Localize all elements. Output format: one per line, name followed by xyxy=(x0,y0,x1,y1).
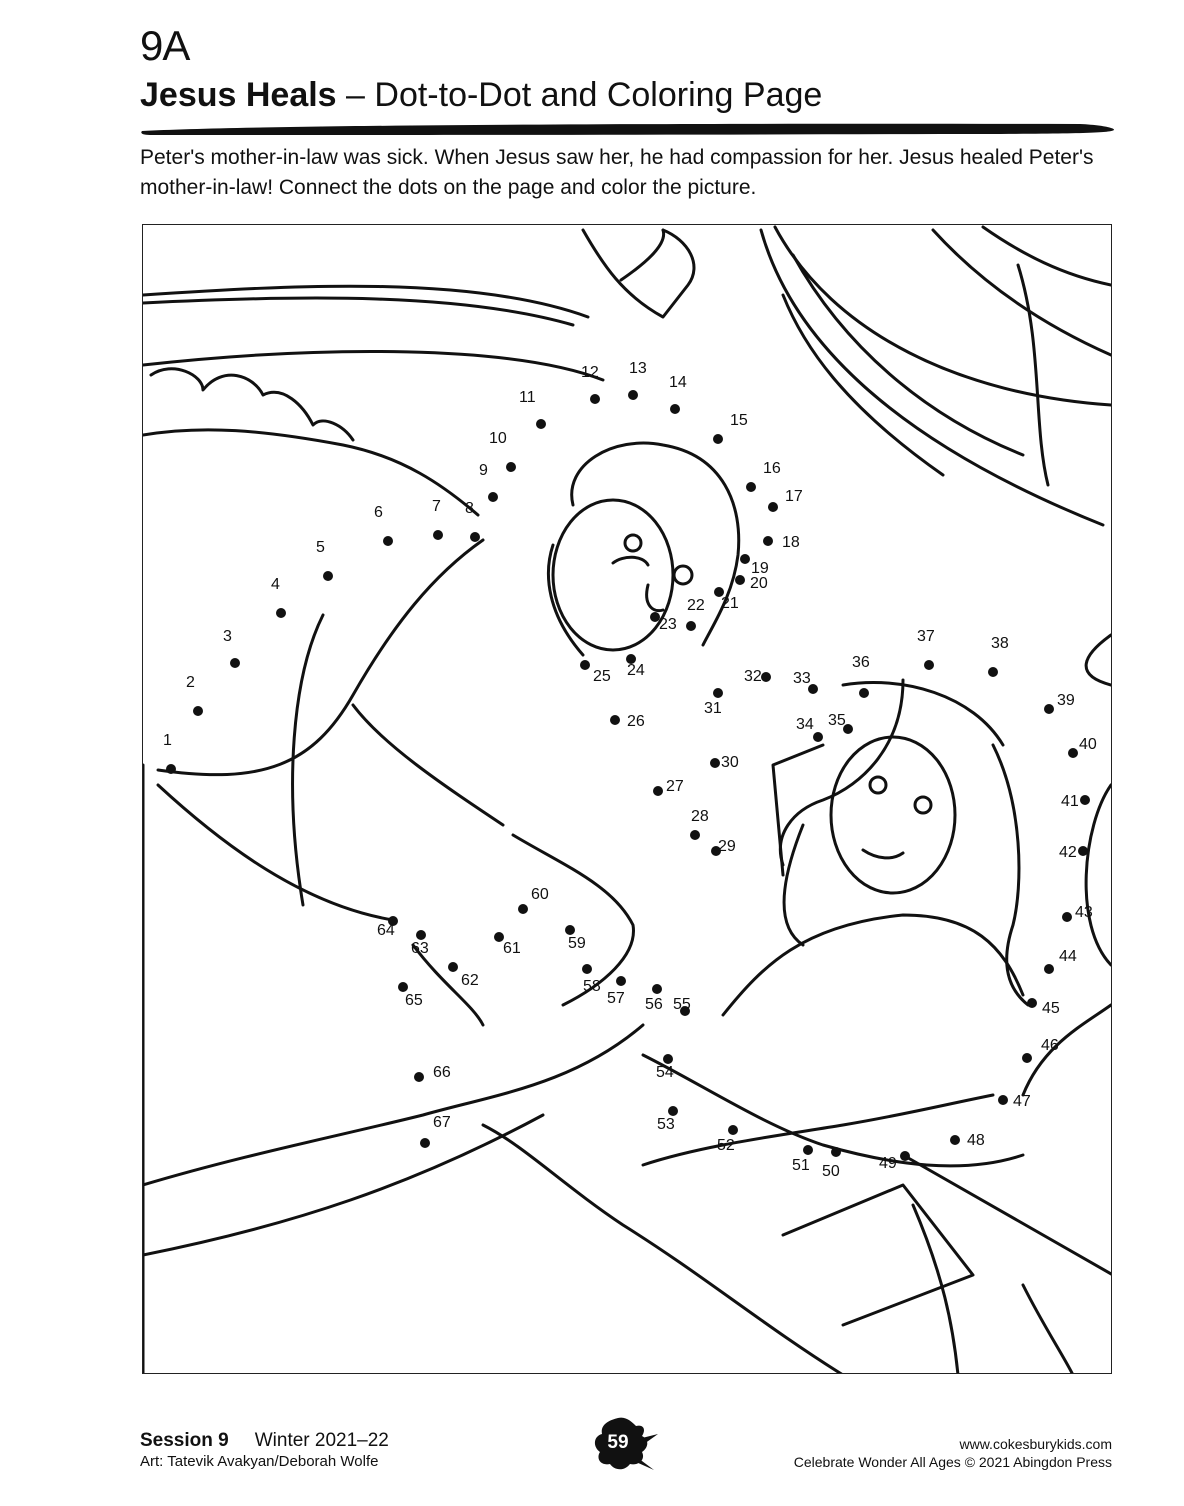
dot-14 xyxy=(670,404,680,414)
dot-label-61: 61 xyxy=(503,940,521,957)
dot-12 xyxy=(590,394,600,404)
dot-5 xyxy=(323,571,333,581)
blanket-top xyxy=(723,915,1023,1015)
dot-label-35: 35 xyxy=(828,712,846,729)
dot-6 xyxy=(383,536,393,546)
dot-label-56: 56 xyxy=(645,996,663,1013)
page-number: 59 xyxy=(607,1432,629,1453)
dot-17 xyxy=(768,502,778,512)
dot-label-1: 1 xyxy=(163,732,172,749)
dot-59 xyxy=(565,925,575,935)
dot-label-55: 55 xyxy=(673,996,691,1013)
dot-42 xyxy=(1078,846,1088,856)
dot-label-7: 7 xyxy=(432,498,441,515)
dot-54 xyxy=(663,1054,673,1064)
dot-26 xyxy=(610,715,620,725)
dot-51 xyxy=(803,1145,813,1155)
dot-15 xyxy=(713,434,723,444)
dot-label-21: 21 xyxy=(721,595,739,612)
dot-label-14: 14 xyxy=(669,374,687,391)
dot-label-65: 65 xyxy=(405,992,423,1009)
dot-label-32: 32 xyxy=(744,668,762,685)
dot-19 xyxy=(740,554,750,564)
dot-label-8: 8 xyxy=(465,500,474,517)
dot-label-44: 44 xyxy=(1059,948,1077,965)
dot-label-38: 38 xyxy=(991,635,1009,652)
dot-43 xyxy=(1062,912,1072,922)
dot-53 xyxy=(668,1106,678,1116)
dot-18 xyxy=(763,536,773,546)
dot-label-22: 22 xyxy=(687,597,705,614)
dot-1 xyxy=(166,764,176,774)
dot-label-9: 9 xyxy=(479,462,488,479)
dot-28 xyxy=(690,830,700,840)
dot-66 xyxy=(414,1072,424,1082)
dot-label-66: 66 xyxy=(433,1064,451,1081)
dot-label-20: 20 xyxy=(750,575,768,592)
dot-2 xyxy=(193,706,203,716)
dot-label-54: 54 xyxy=(656,1064,674,1081)
dot-label-13: 13 xyxy=(629,360,647,377)
dot-37 xyxy=(924,660,934,670)
dot-label-42: 42 xyxy=(1059,844,1077,861)
dot-label-45: 45 xyxy=(1042,1000,1060,1017)
dot-label-16: 16 xyxy=(763,460,781,477)
dot-22 xyxy=(686,621,696,631)
dot-20 xyxy=(735,575,745,585)
dot-label-47: 47 xyxy=(1013,1093,1031,1110)
jesus-eye-right xyxy=(674,566,692,584)
jesus-arm xyxy=(143,1025,643,1185)
woman-eye-right xyxy=(915,797,931,813)
dot-label-49: 49 xyxy=(879,1155,897,1172)
dot-50 xyxy=(831,1147,841,1157)
dot-label-31: 31 xyxy=(704,700,722,717)
dot-label-57: 57 xyxy=(607,990,625,1007)
dot-label-5: 5 xyxy=(316,539,325,556)
dot-label-46: 46 xyxy=(1041,1037,1059,1054)
dot-8 xyxy=(470,532,480,542)
dot-45 xyxy=(1027,998,1037,1008)
dot-label-64: 64 xyxy=(377,922,395,939)
dot-label-19: 19 xyxy=(751,560,769,577)
dot-label-6: 6 xyxy=(374,504,383,521)
dot-label-29: 29 xyxy=(718,838,736,855)
dot-34 xyxy=(813,732,823,742)
dot-label-58: 58 xyxy=(583,978,601,995)
coloring-artwork xyxy=(143,225,1112,1374)
dot-49 xyxy=(900,1151,910,1161)
jesus-face xyxy=(553,500,673,650)
dot-4 xyxy=(276,608,286,618)
cloud-outline xyxy=(143,430,478,515)
dot-11 xyxy=(536,419,546,429)
pillow xyxy=(773,745,823,875)
drape-curve xyxy=(761,230,1103,525)
footer-copyright: Celebrate Wonder All Ages © 2021 Abingdon Press xyxy=(793,1454,1112,1470)
dot-32 xyxy=(761,672,771,682)
dot-46 xyxy=(1022,1053,1032,1063)
dot-label-17: 17 xyxy=(785,488,803,505)
dot-to-dot-points xyxy=(163,360,1097,1180)
dot-label-23: 23 xyxy=(659,616,677,633)
dot-25 xyxy=(580,660,590,670)
dot-47 xyxy=(998,1095,1008,1105)
dot-label-67: 67 xyxy=(433,1114,451,1131)
coloring-frame xyxy=(142,224,1112,1374)
dot-65 xyxy=(398,982,408,992)
dot-39 xyxy=(1044,704,1054,714)
brush-divider xyxy=(140,122,1116,136)
footer-art-credit: Art: Tatevik Avakyan/Deborah Wolfe xyxy=(140,1453,379,1470)
footer-session: Session 9 xyxy=(140,1430,229,1451)
dot-label-52: 52 xyxy=(717,1137,735,1154)
dot-38 xyxy=(988,667,998,677)
title-rest: – Dot-to-Dot and Coloring Page xyxy=(336,76,823,114)
dot-7 xyxy=(433,530,443,540)
dot-label-15: 15 xyxy=(730,412,748,429)
dot-30 xyxy=(710,758,720,768)
dot-40 xyxy=(1068,748,1078,758)
dot-label-41: 41 xyxy=(1061,793,1079,810)
dot-41 xyxy=(1080,795,1090,805)
dot-label-28: 28 xyxy=(691,808,709,825)
dot-label-30: 30 xyxy=(721,754,739,771)
jesus-eye-left xyxy=(625,535,641,551)
dot-label-26: 26 xyxy=(627,713,645,730)
dot-label-50: 50 xyxy=(822,1163,840,1180)
dot-label-34: 34 xyxy=(796,716,814,733)
dot-36 xyxy=(859,688,869,698)
dot-3 xyxy=(230,658,240,668)
dot-label-62: 62 xyxy=(461,972,479,989)
dot-58 xyxy=(582,964,592,974)
dot-16 xyxy=(746,482,756,492)
dot-label-53: 53 xyxy=(657,1116,675,1133)
dot-44 xyxy=(1044,964,1054,974)
dot-label-48: 48 xyxy=(967,1132,985,1149)
dot-62 xyxy=(448,962,458,972)
page-number-badge xyxy=(592,1414,662,1474)
dot-label-37: 37 xyxy=(917,628,935,645)
dot-63 xyxy=(416,930,426,940)
dot-27 xyxy=(653,786,663,796)
dot-label-33: 33 xyxy=(793,670,811,687)
dot-label-12: 12 xyxy=(581,364,599,381)
dot-label-3: 3 xyxy=(223,628,232,645)
jesus-shoulder xyxy=(158,540,483,775)
dot-label-51: 51 xyxy=(792,1157,810,1174)
dot-label-40: 40 xyxy=(1079,736,1097,753)
dot-label-39: 39 xyxy=(1057,692,1075,709)
dot-label-18: 18 xyxy=(782,534,800,551)
jesus-hand xyxy=(513,835,633,1005)
dot-label-27: 27 xyxy=(666,778,684,795)
footer-left xyxy=(140,1430,389,1470)
woman-eye-left xyxy=(870,777,886,793)
dot-57 xyxy=(616,976,626,986)
dot-label-63: 63 xyxy=(411,940,429,957)
dot-56 xyxy=(652,984,662,994)
ceiling-beam xyxy=(143,351,603,380)
dot-label-4: 4 xyxy=(271,576,280,593)
dot-48 xyxy=(950,1135,960,1145)
page-code: 9A xyxy=(140,22,190,69)
dot-52 xyxy=(728,1125,738,1135)
dot-label-25: 25 xyxy=(593,668,611,685)
dot-label-43: 43 xyxy=(1075,904,1093,921)
dot-label-36: 36 xyxy=(852,654,870,671)
page-title xyxy=(140,76,822,115)
woman-face xyxy=(831,737,955,893)
footer-website: www.cokesburykids.com xyxy=(959,1436,1112,1452)
dot-label-60: 60 xyxy=(531,886,549,903)
dot-label-59: 59 xyxy=(568,935,586,952)
dot-13 xyxy=(628,390,638,400)
dot-label-10: 10 xyxy=(489,430,507,447)
title-bold: Jesus Heals xyxy=(140,76,337,114)
dot-31 xyxy=(713,688,723,698)
dot-60 xyxy=(518,904,528,914)
dot-label-2: 2 xyxy=(186,674,195,691)
dot-67 xyxy=(420,1138,430,1148)
dot-9 xyxy=(488,492,498,502)
dot-label-11: 11 xyxy=(519,389,536,406)
footer-season: Winter 2021–22 xyxy=(254,1430,389,1451)
footer-right xyxy=(794,1435,1112,1471)
bed-frame xyxy=(483,1125,843,1374)
dot-10 xyxy=(506,462,516,472)
dot-label-24: 24 xyxy=(627,662,645,679)
jesus-sleeve-outline xyxy=(158,785,393,920)
intro-text: Peter's mother-in-law was sick. When Jesus saw her, he had compassion for her. Jesus healed Peter's mother-in-law! Connect the dots on the page and color the picture. xyxy=(140,146,1094,199)
woman-veil xyxy=(993,745,1028,1005)
